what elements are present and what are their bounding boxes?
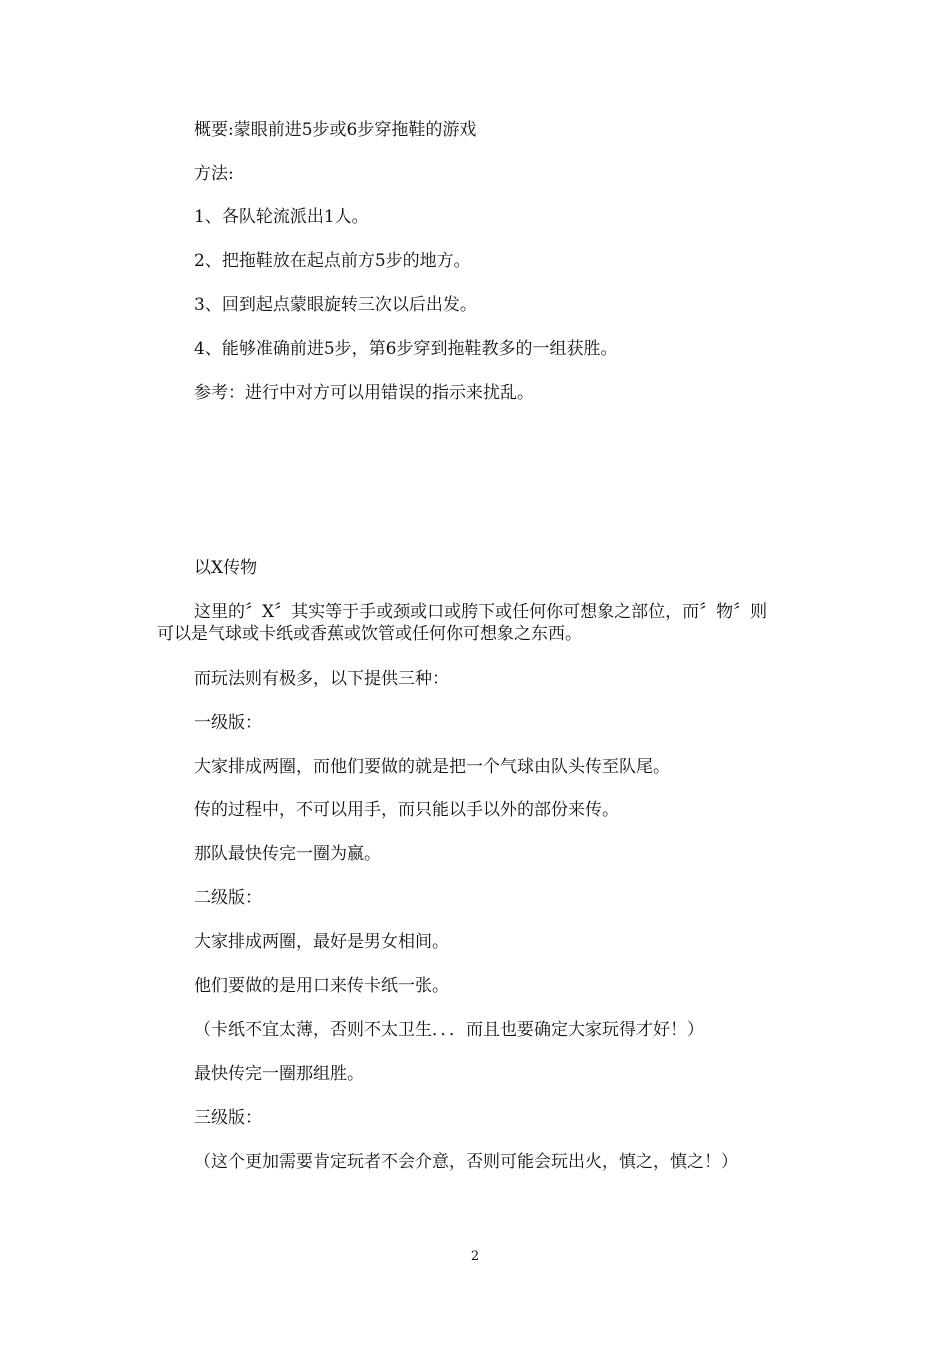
- level1-heading: 一级版：: [194, 713, 262, 733]
- method-heading: 方法:: [194, 164, 234, 184]
- level2-line: 大家排成两圈，最好是男女相间。: [194, 932, 449, 952]
- level1-line: 传的过程中，不可以用手，而只能以手以外的部份来传。: [194, 800, 619, 820]
- level2-line: （卡纸不宜太薄，否则不太卫生．．．而且也要确定大家玩得才好！）: [194, 1020, 704, 1040]
- reference-line: 参考：进行中对方可以用错误的指示来扰乱。: [194, 383, 534, 403]
- page-number: 2: [470, 1249, 480, 1264]
- summary-line: 概要:蒙眼前进5步或6步穿拖鞋的游戏: [194, 120, 477, 140]
- section-title: 以X传物: [194, 558, 258, 578]
- level2-line: 最快传完一圈那组胜。: [194, 1064, 364, 1084]
- ways-line: 而玩法则有极多，以下提供三种：: [194, 669, 449, 689]
- level2-heading: 二级版：: [194, 888, 262, 908]
- step-3: 3、回到起点蒙眼旋转三次以后出发。: [194, 295, 477, 315]
- step-2: 2、把拖鞋放在起点前方5步的地方。: [194, 251, 471, 271]
- level2-line: 他们要做的是用口来传卡纸一张。: [194, 976, 449, 996]
- level3-line: （这个更加需要肯定玩者不会介意，否则可能会玩出火，慎之，慎之！）: [194, 1152, 738, 1172]
- intro-paragraph: 这里的〞X〞其实等于手或颈或口或胯下或任何你可想象之部位，而〞物〞则可以是气球或卡纸或香蕉或饮管或任何你可想象之东西。: [157, 602, 768, 644]
- step-4: 4、能够准确前进5步，第6步穿到拖鞋教多的一组获胜。: [194, 339, 618, 359]
- step-1: 1、各队轮流派出1人。: [194, 207, 369, 227]
- level1-line: 那队最快传完一圈为嬴。: [194, 844, 381, 864]
- level3-heading: 三级版：: [194, 1108, 262, 1128]
- level1-line: 大家排成两圈，而他们要做的就是把一个气球由队头传至队尾。: [194, 757, 670, 777]
